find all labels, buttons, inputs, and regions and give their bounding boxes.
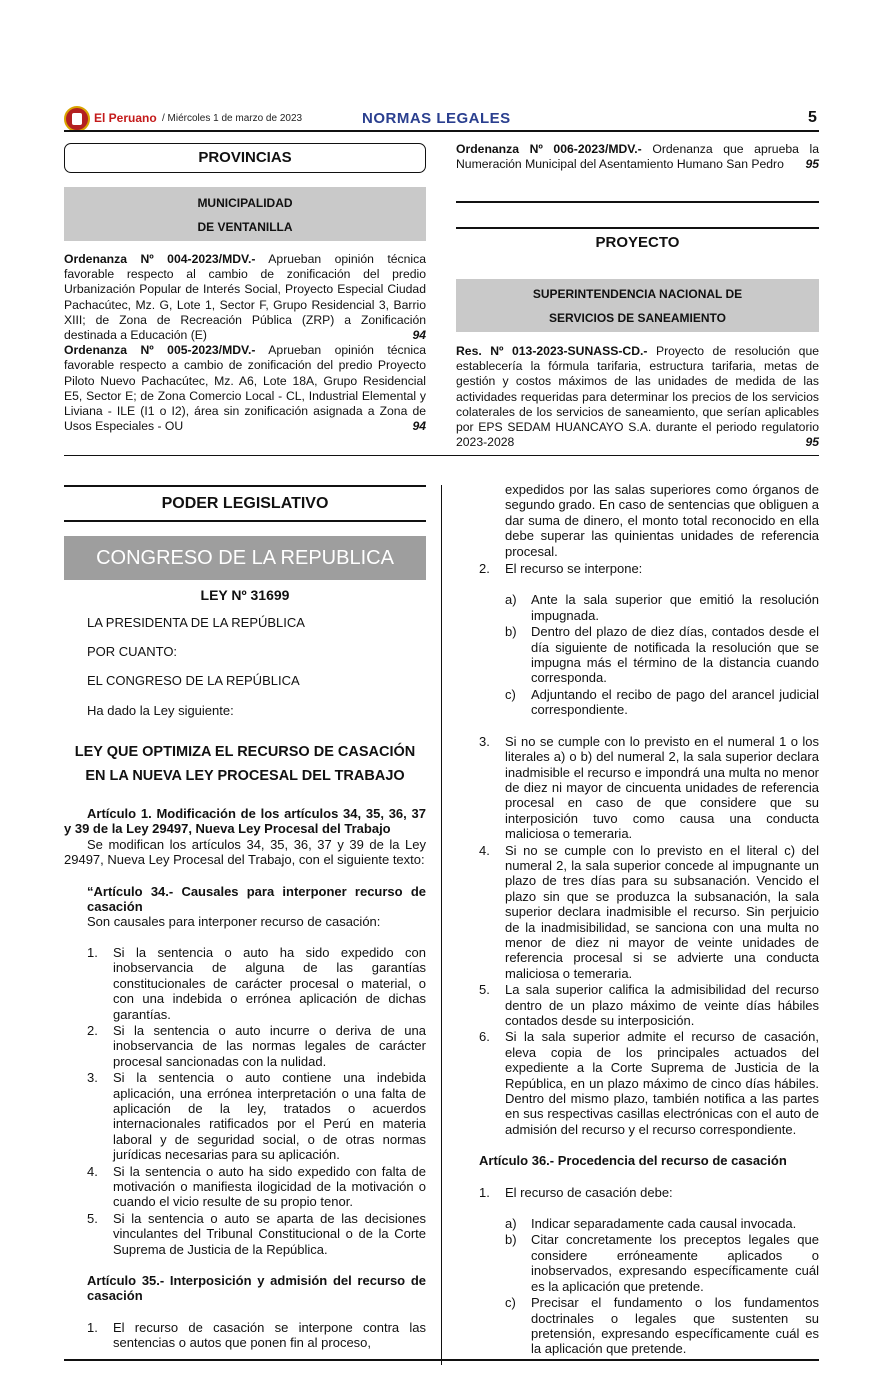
page-number: 5 [808,109,817,126]
left-column [64,588,426,1351]
list-item [87,1023,426,1069]
section-title: NORMAS LEGALES [362,110,511,127]
list-number: 4. [479,842,490,858]
list-number: 1. [479,1184,490,1200]
index-item-page: 95 [805,157,819,172]
index-item-sunass[interactable] [456,344,819,450]
index-item-code: Ordenanza Nº 004-2023/MDV.- [64,252,256,266]
index-item[interactable] [64,252,426,343]
paragraph: expedidos por las salas superiores como órganos de segundo grado. En caso de sentencias que obliguen a dar suma de dinero, el monto total reconocido en ella debe superar las quinientas unidades de referencia procesal. [505,482,819,559]
entity-line-2: SERVICIOS DE SANEAMIENTO [549,311,726,325]
index-item-text: Aprueban opinión técnica favorable respecto a cambio de zonificación del predio Proyecto Piloto Nuevo Pachacútec, Mz. A6, Lote 18A, Grupo Residencial E5, Sector E; de Zona Comercio Local - CL, Industrial Elemental y Liviana - ILE (I1 o I2), área sin zonificación asignada a Zona de Usos Especiales - OU [64,343,427,434]
index-list-left [64,252,426,434]
list-item [87,1211,426,1257]
list-number: 1. [87,1319,98,1335]
entity-line-1: MUNICIPALIDAD [197,196,293,210]
list-letter: c) [505,686,516,702]
list-number: 4. [87,1163,98,1179]
list-text: Si no se cumple con lo previsto en el literal c) del numeral 2, la sala superior concede al impugnante un plazo de tres días para su subsanación. Vencido el plazo sin que se produzca la subsanación, la sala superior declara inadmisible el recurso. Sin perjuicio de la inadmisibilidad, se sanciona con una multa no menor de diez ni mayor de veinte unidades de referencia procesal si se advierte una conducta maliciosa o temeraria. [505,842,819,981]
list-number: 5. [479,982,490,998]
poder-legislativo-title: PODER LEGISLATIVO [161,495,329,512]
header-rule [64,130,819,132]
sublist-item [505,1216,819,1231]
sublist-item [505,624,819,686]
paragraph: LA PRESIDENTA DE LA REPÚBLICA [87,615,305,631]
law-number: LEY Nº 31699 [200,587,290,603]
list-text: Si la sala superior admite el recurso de casación, eleva copia de los principales actuados del expediente a la Corte Suprema de Justicia de la República, en un plazo máximo de cinco días hábiles. Dentro del mismo plazo, también notifica a las partes en sus respectivas casillas electrónicas con el auto de admisión del recurso y el recurso correspondiente. [505,1029,819,1137]
index-item-text: Proyecto de resolución que establecería la fórmula tarifaria, estructura tarifaria, metas de gestión y costos máximos de las unidades de medida de las actividades requeridas para determinar los precios de los servicios colaterales de los servicios de saneamiento, que serían aplicables por EPS SEDAM HUANCAYO S.A. durante el periodo regulatorio 2023-2028 [456,344,819,450]
list-item [87,1164,426,1210]
index-item-page: 94 [412,328,426,343]
paragraph: Ha dado la Ley siguiente: [87,702,234,718]
list-letter: b) [505,624,517,640]
list-item [479,843,819,982]
list-number: 2. [87,1022,98,1038]
provincias-box [64,143,426,173]
list-text: Ante la sala superior que emitió la resolución impugnada. [531,592,819,623]
index-item-top-right[interactable] [456,142,819,172]
section-rule [64,520,426,522]
index-item-text: Ordenanza que aprueba la Numeración Municipal del Asentamiento Humano San Pedro [456,142,819,172]
paragraph: EL CONGRESO DE LA REPÚBLICA [87,673,300,689]
list-text: Si la sentencia o auto se aparta de las decisiones vinculantes del Tribunal Constitucional o de la Corte Suprema de Justicia de la República. [113,1210,426,1257]
brand-name: El Peruano [94,111,157,125]
list-number: 6. [479,1029,490,1045]
list-text: Si la sentencia o auto ha sido expedido con inobservancia de alguna de las garantías constitucionales de carácter procesal o material, o con una indebida o errónea aplicación de dichas garantías. [113,944,426,1022]
list [456,1185,819,1357]
sublist-item [505,687,819,718]
proyecto-title: PROYECTO [595,234,680,251]
list-item [479,982,819,1028]
list-text: Si la sentencia o auto ha sido expedido con falta de motivación o manifiesta ilogicidad de la motivación o cuando el vicio resulte de su propio tenor. [113,1163,426,1210]
list-item [87,1070,426,1162]
list-item [479,561,819,576]
index-item-code: Ordenanza Nº 006-2023/MDV.- [456,142,642,156]
list-text: Indicar separadamente cada causal invocada. [531,1216,797,1232]
list-item [479,734,819,842]
list-item [479,1029,819,1137]
list-text: El recurso de casación debe: [505,1184,673,1200]
sublist [479,1216,819,1357]
list-number: 3. [87,1070,98,1086]
congress-banner: CONGRESO DE LA REPUBLICA [64,536,426,580]
index-item-page: 94 [412,419,426,434]
list [64,945,426,1257]
footer-rule [64,1359,819,1361]
article-heading: Artículo 1. Modificación de los artículos 34, 35, 36, 37 y 39 de la Ley 29497, Nueva Ley Procesal del Trabajo [64,806,426,837]
list-text: Si la sentencia o auto incurre o deriva de una inobservancia de las normas legales de carácter procesal sancionadas con la nulidad. [113,1022,426,1069]
entity-banner-ventanilla [64,187,426,241]
paragraph: Se modifican los artículos 34, 35, 36, 37 y 39 de la Ley 29497, Nueva Ley Procesal del Trabajo, con el siguiente texto: [64,836,426,868]
el-peruano-logo-icon [64,106,90,132]
list-text: El recurso se interpone: [505,561,643,577]
index-item-code: Res. Nº 013-2023-SUNASS-CD.- [456,344,648,358]
provincias-title: PROVINCIAS [198,149,292,166]
list-text: Dentro del plazo de diez días, contados desde el día siguiente de notificada la resolución que se impugna más el término de la distancia cuando corresponda. [531,624,819,686]
list-text: Precisar el fundamento o los fundamentos doctrinales o legales que sustenten su pretensión, expresando específicamente cuál es la aplicación que pretende. [531,1295,819,1357]
article-heading: Artículo 35.- Interposición y admisión del recurso de casación [87,1273,426,1304]
section-divider [64,455,819,456]
list [456,561,819,1137]
paragraph: POR CUANTO: [87,643,178,659]
list-item [87,945,426,1022]
index-item-page: 95 [805,435,819,450]
entity-line-1: SUPERINTENDENCIA NACIONAL DE [532,287,743,301]
list-number: 1. [87,944,98,960]
list-number: 2. [479,561,490,577]
list-text: Si no se cumple con lo previsto en el numeral 1 o los literales a) o b) del numeral 2, la sala superior declara inadmisible el recurso e impondrá una multa no menor de diez ni mayor de cincuenta unidades de referencia procesal en caso de que considere que su interposición tuvo como causa una conducta maliciosa o temeraria. [505,733,819,842]
sublist [479,592,819,717]
list-text: La sala superior califica la admisibilidad del recurso dentro de un plazo máximo de veinte días hábiles contados desde su interposición. [505,982,819,1028]
list [64,1320,426,1351]
proyecto-rule [456,227,819,229]
issue-date: / Miércoles 1 de marzo de 2023 [162,113,303,124]
sublist-item [505,1232,819,1294]
entity-banner-sunass [456,279,819,332]
list-number: 3. [479,733,490,749]
column-divider [441,485,442,1365]
list-item [479,1185,819,1200]
list-text: Adjuntando el recibo de pago del arancel judicial correspondiente. [531,686,819,718]
sublist-item [505,1295,819,1357]
entity-line-2: DE VENTANILLA [197,220,293,234]
right-column [456,482,819,1357]
article-heading: Artículo 36.- Procedencia del recurso de casación [479,1153,787,1169]
list-text: Citar concretamente los preceptos legales que considere erróneamente aplicados o inobservados, expresando específicamente cuál es la aplicación que pretende. [531,1232,819,1294]
section-rule [64,485,426,487]
law-title-line-2: EN LA NUEVA LEY PROCESAL DEL TRABAJO [85,768,405,785]
paragraph: Son causales para interponer recurso de casación: [87,914,381,930]
list-letter: a) [505,1216,517,1232]
index-item-code: Ordenanza Nº 005-2023/MDV.- [64,343,256,358]
list-letter: a) [505,592,517,608]
sublist-item [505,592,819,623]
index-item-text: Aprueban opinión técnica favorable respecto al cambio de zonificación del predio Urbanización Popular de Interés Social, Proyecto Especial Ciudad Pachacútec, Mz. G, Lote 1, Sector F, Grupo Residencial 3, Barrio XIII; de Zona de Recreación Pública (ZRP) a Zonificación destinada a Educación (E) [64,252,427,343]
list-text: Si la sentencia o auto contiene una indebida aplicación, una errónea interpretación o una falta de aplicación de la ley, tratados o acuerdos internacionales ratificados por el Perú en materia laboral y de seguridad social, o de otras normas jurídicas necesarias para su aplicación. [113,1070,426,1163]
law-title-line-1: LEY QUE OPTIMIZA EL RECURSO DE CASACIÓN [74,744,416,761]
index-item[interactable] [64,343,426,434]
list-item [87,1320,426,1351]
list-letter: c) [505,1295,516,1311]
list-text: El recurso de casación se interpone contra las sentencias o autos que ponen fin al proceso, [113,1319,426,1351]
list-letter: b) [505,1232,517,1248]
divider [456,201,819,203]
list-number: 5. [87,1210,98,1226]
article-heading: “Artículo 34.- Causales para interponer recurso de casación [87,883,426,915]
